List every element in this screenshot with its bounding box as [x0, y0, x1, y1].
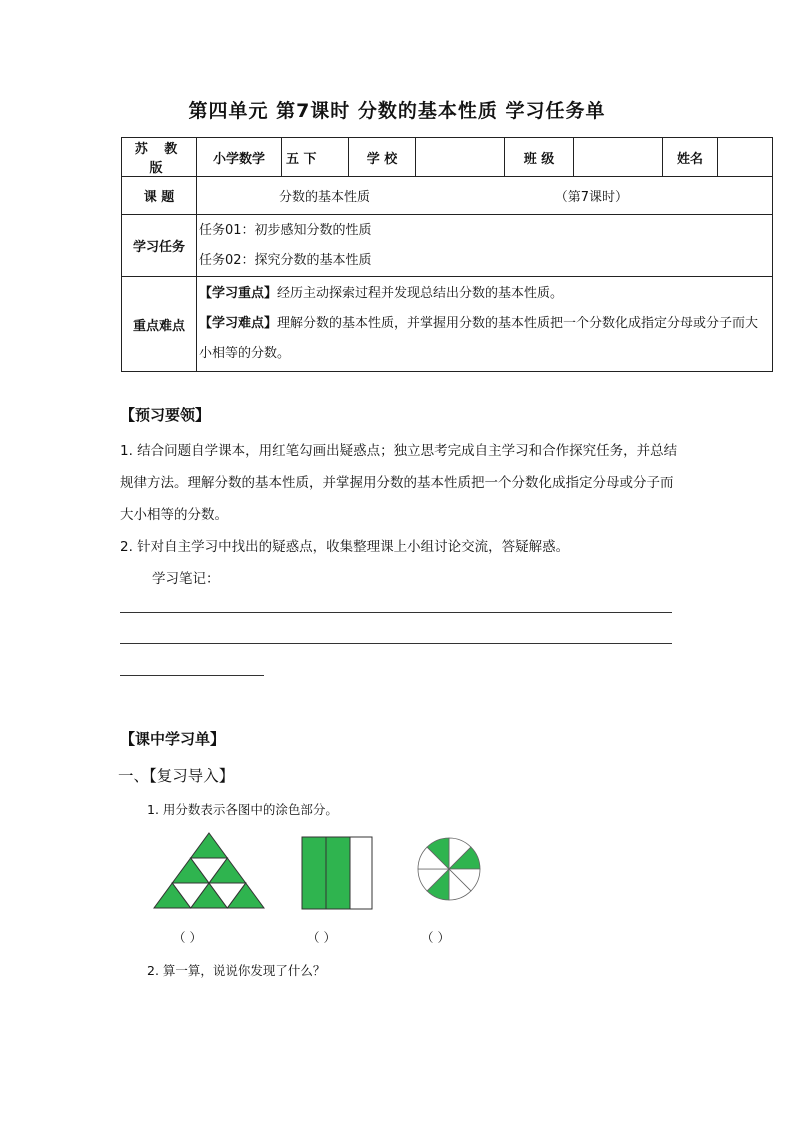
tasks-cell [197, 215, 773, 277]
notes-label: 学习笔记： [152, 571, 220, 587]
key-point-tag: 【学习重点】 [199, 286, 278, 301]
preview-item-1: 1. 结合问题自学课本，用红笔勾画出疑惑点；独立思考完成自主学习和合作探究任务，并总结规律方法。理解分数的基本性质，并掌握用分数的基本性质把一个分数化成指定分母或分子而大小相等的分数。 [120, 443, 678, 523]
answer-blank-3[interactable]: （ ） [421, 930, 450, 945]
answer-blank-1[interactable]: （ ） [173, 930, 202, 945]
course-label: 课 题 [122, 177, 197, 215]
difficulty-text: 理解分数的基本性质，并掌握用分数的基本性质把一个分数化成指定分母或分子而大小相等的分数。 [199, 316, 759, 361]
key-points-label: 重点难点 [122, 277, 197, 372]
name-label: 姓名 [663, 138, 718, 177]
tasks-label: 学习任务 [122, 215, 197, 277]
difficulty [199, 309, 770, 369]
review-heading: 一、【复习导入】 [118, 767, 235, 785]
rect-part-shaded [326, 837, 350, 909]
answer-blank-2[interactable]: （ ） [307, 930, 336, 945]
question-2: 2. 算一算，说说你发现了什么？ [147, 963, 326, 978]
notes-line-2[interactable] [120, 643, 672, 644]
difficulty-tag: 【学习难点】 [199, 316, 278, 331]
key-point [199, 279, 770, 309]
info-table [121, 137, 773, 372]
notes-line-1[interactable] [120, 612, 672, 613]
page-title: 第四单元 第7课时 分数的基本性质 学习任务单 [188, 100, 606, 122]
class-field[interactable] [574, 138, 663, 177]
name-field[interactable] [718, 138, 773, 177]
course-name: 分数的基本性质 [279, 190, 371, 205]
school-field[interactable] [416, 138, 505, 177]
school-label: 学 校 [349, 138, 416, 177]
question-1: 1. 用分数表示各图中的涂色部分。 [147, 802, 338, 817]
triangle-figure [150, 830, 268, 912]
subject-cell: 小学数学 [197, 138, 282, 177]
notes-line-3[interactable] [120, 675, 264, 676]
course-cell [197, 177, 773, 215]
rectangle-figure [301, 836, 375, 912]
preview-heading: 【预习要领】 [120, 406, 211, 424]
class-label: 班 级 [505, 138, 574, 177]
shaded-triangle [191, 833, 228, 858]
key-points-cell [197, 277, 773, 372]
rect-part-shaded [302, 837, 326, 909]
edition-label: 苏 教 版 [122, 138, 197, 177]
task-2: 任务02：探究分数的基本性质 [199, 252, 372, 268]
preview-item-2: 2. 针对自主学习中找出的疑惑点，收集整理课上小组讨论交流，答疑解惑。 [120, 539, 570, 555]
lesson-number: （第7课时） [554, 190, 628, 205]
task-1: 任务01：初步感知分数的性质 [199, 222, 372, 238]
circle-figure [416, 836, 482, 902]
rect-part-white [350, 837, 372, 909]
key-point-text: 经历主动探索过程并发现总结出分数的基本性质。 [277, 286, 564, 301]
class-heading: 【课中学习单】 [120, 730, 226, 748]
grade-cell: 五 下 [282, 138, 349, 177]
